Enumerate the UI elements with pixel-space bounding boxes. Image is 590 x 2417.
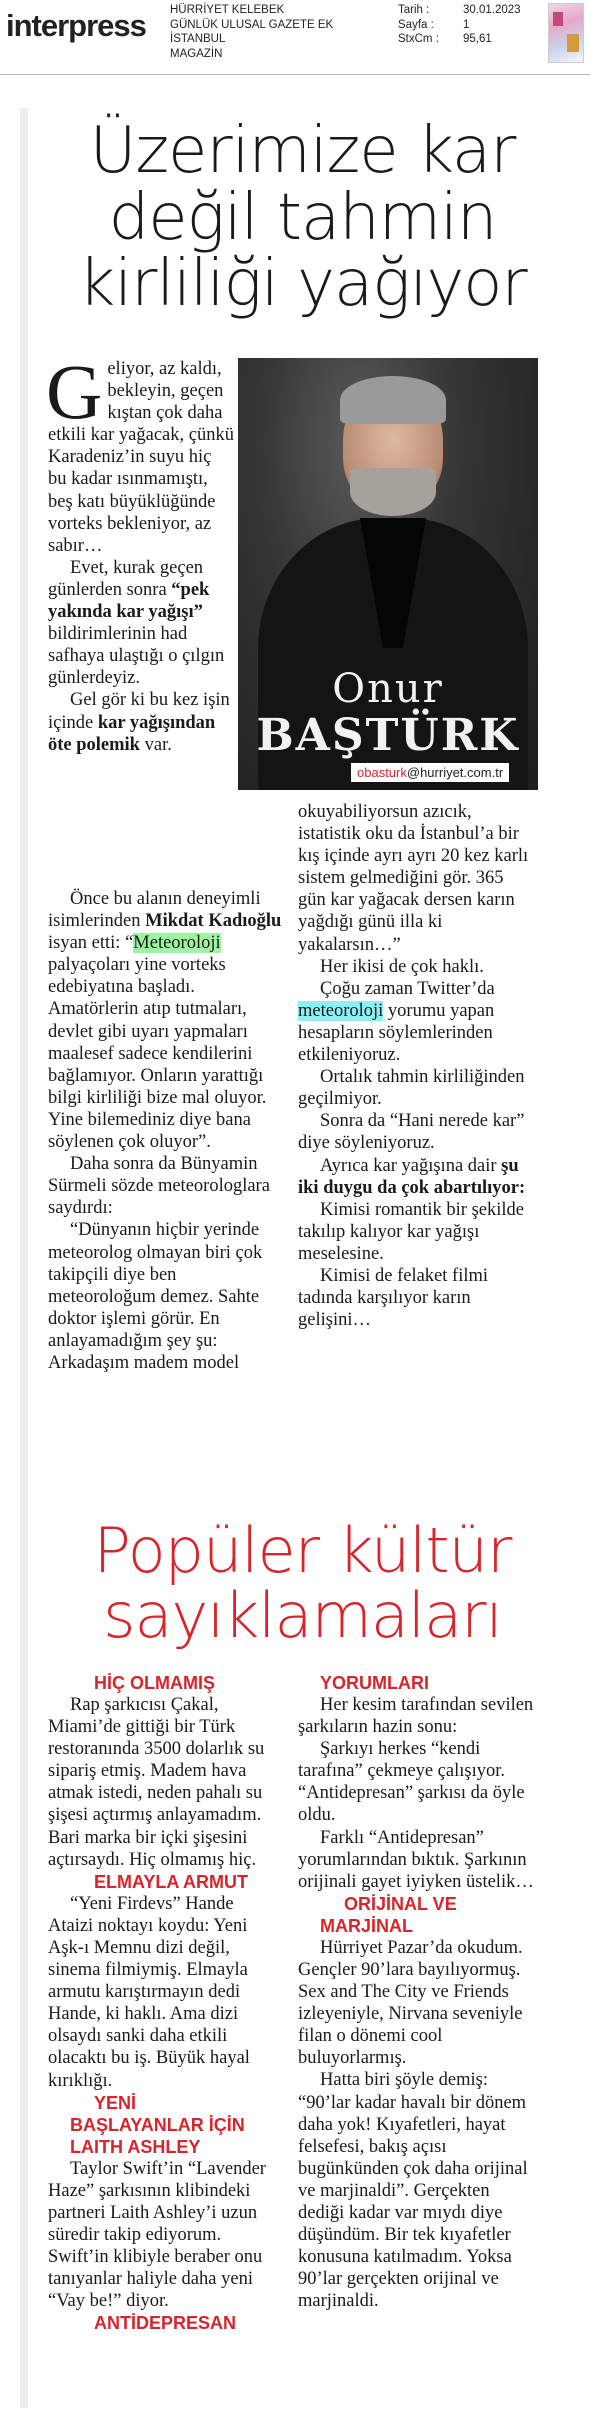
meta-page: Sayfa : 1: [398, 18, 470, 31]
article1-column-left-top: [46, 348, 234, 756]
section-title-antidepresan: ANTİDEPRESAN: [94, 2313, 237, 2334]
meta-stxcm: StxCm : 95,61: [398, 33, 492, 45]
highlight-keyword: Meteoroloji: [133, 933, 221, 954]
article2-paragraph: Rap şarkıcısı Çakal, Miami’de gittiği bir Türk restoranında 3500 dolarlık su sipariş etmiş. Madem hava atmak istedi, neden pahalı su şişesi açtırmış anlayamadım. Bari marka bir içki şişesini açtırsaydı. Hiç olmamış hiç.: [48, 1695, 265, 1870]
article1-headline: Üzerimize kar değil tahmin kirliliği yağıyor: [78, 114, 527, 322]
article1-paragraph: Her ikisi de çok haklı.: [320, 956, 484, 977]
section-title-laith-ashley: YENİ: [94, 2092, 137, 2113]
section-title-orijinal: ORİJİNAL VE: [344, 1893, 457, 1914]
article1-paragraph: Önce bu alanın deneyimli isimlerinden Mikdat Kadıoğlu isyan etti: “Meteoroloji palyaçoları yine vorteks edebiyatına başladı. Amatörlerin atıp tutmaları, devlet gibi uyarı yapmaları maalesef sadece kendilerini bağlamıyor. Onların yarattığı bilgi kirliliği bize mal oluyor. Yine bilemediniz diye bana söylenen çok oluyor”.: [48, 889, 282, 1153]
article2-paragraph: Farklı “Antidepresan” yorumlarından bıktık. Şarkının orijinali gayet iyiyken üstelik…: [298, 1827, 534, 1892]
publication-city: İSTANBUL: [170, 33, 226, 45]
article1-paragraph: Daha sonra da Bünyamin Sürmeli sözde meteorologlara saydırdı:: [48, 1154, 270, 1219]
article1-paragraph: Kimisi de felaket filmi tadında karşılıyor karın gelişini…: [298, 1265, 488, 1331]
clipping-header: [0, 0, 590, 74]
article2-paragraph: Taylor Swift’in “Lavender Haze” şarkısının klibindeki partneri Laith Ashley’i uzun süredir takip ediyorum. Swift’in klibiyle beraber onu tanıyanlar haliyle daha yeni “Vay be!” diyor.: [48, 2158, 266, 2312]
article1-paragraph: Çoğu zaman Twitter’da meteoroloji yorumu yapan hesapların söylemlerinden etkileniyoruz.: [298, 978, 495, 1066]
article2-headline: Popüler kültür sayıklamaları: [93, 1514, 512, 1653]
article1-column-left-bottom: [48, 888, 288, 1374]
page-margin-bar: [20, 108, 28, 2408]
article1-paragraph: “Dünyanın hiçbir yerinde meteorolog olmayan biri çok takipçili diye ben meteoroloğum demez. Sahte doktor işlemi görür. En anlayamadığım şey şu: Arkadaşım madem model: [48, 1220, 263, 1373]
publication-type: GÜNLÜK ULUSAL GAZETE EK: [170, 18, 334, 31]
publication-section: MAGAZİN: [170, 47, 223, 60]
publication-name: HÜRRİYET KELEBEK: [170, 4, 285, 16]
meta-date: Tarih : 30.01.2023: [398, 4, 521, 16]
highlight-keyword: meteoroloji: [298, 1000, 384, 1021]
page-thumbnail[interactable]: [548, 3, 584, 63]
article1-paragraph: Sonra da “Hani nerede kar” diye söyleniyoruz.: [298, 1111, 525, 1154]
article1-paragraph: Ayrıca kar yağışına dair şu iki duygu da çok abartılıyor:: [298, 1155, 526, 1198]
article1-paragraph: Gel gör ki bu kez işin içinde kar yağışından öte polemik var.: [48, 690, 230, 755]
author-photo: [238, 358, 538, 790]
header-divider: [0, 74, 590, 75]
article2-paragraph: Şarkıyı herkes “kendi tarafına” çekmeye çalışıyor. “Antidepresan” şarkısı da öyle oldu.: [298, 1739, 525, 1826]
article2-column-right: YORUMLARI Her kesim tarafından sevilen şarkıların hazin sonu: Şarkıyı herkes “kendi tarafına” çekmeye çalışıyor. “Antidepresan” şarkısı da öyle oldu. Farklı “Antidepresan” yorumlarından bıktık. Şarkının orijinali gayet iyiyken üstelik… ORİJİNAL VE MARJİNAL Hürriyet Pazar’da okudum. Gençler 90’lara bayılıyormuş. Sex and The City ve Friends izleyeniyle, Nirvana seveniyle filan o dönemi cool buluyorlarmış. Hatta biri şöyle demiş: “90’lar kadar havalı bir dönem daha yok! Kıyafetleri, hayat felsefesi, bakış açısı bugünkünden çok daha orijinal ve marjinaldi”. Gerçekten dediği kadar var mıydı diye düşündüm. Bir tek kıyafetler konusuna katılmadım. Yoksa 90’lar gerçekten orijinal ve marjinaldi.: [298, 1673, 534, 2312]
article2-paragraph: “Yeni Firdevs” Hande Ataizi noktayı koydu: Yeni Aşk-ı Memnu dizi değil, sinema filmiymiş. Elmayla armutu karıştırmayın dedi Hande, ki haklı. Ama dizi olsaydı sanki daha etkili olacaktı bu iş. Büyük hayal kırıklığı.: [48, 1893, 250, 2091]
article2-column-left: HİÇ OLMAMIŞ Rap şarkıcısı Çakal, Miami’de gittiği bir Türk restoranında 3500 dolarlık su sipariş etmiş. Madem hava atmak istedi, neden pahalı su şişesi açtırmış anlayamadım. Bari marka bir içki şişesini açtırsaydı. Hiç olmamış hiç. ELMAYLA ARMUT “Yeni Firdevs” Hande Ataizi noktayı koydu: Yeni Aşk-ı Memnu dizi değil, sinema filmiymiş. Elmayla armutu karıştırmayın dedi Hande, ki haklı. Ama dizi olsaydı sanki daha etkili olacaktı bu iş. Büyük hayal kırıklığı. YENİ BAŞLAYANLAR İÇİN LAITH ASHLEY Taylor Swift’in “Lavender Haze” şarkısının klibindeki partneri Laith Ashley’i uzun süredir takip ediyorum. Swift’in klibiyle beraber onu tanıyanlar haliyle daha yeni “Vay be!” diyor. ANTİDEPRESAN: [48, 1672, 280, 2334]
article1-paragraph: Ortalık tahmin kirliliğinden geçilmiyor.: [298, 1067, 525, 1110]
article1-paragraph: Evet, kurak geçen günlerden sonra “pek yakında kar yağışı” bildirimlerinin had safhaya ulaştığı o çılgın günlerdeyiz.: [48, 557, 225, 689]
section-title-elmayla-armut: ELMAYLA ARMUT: [94, 1871, 248, 1892]
publication-info: [170, 3, 333, 61]
article2-paragraph: Hürriyet Pazar’da okudum. Gençler 90’lara bayılıyormuş. Sex and The City ve Friends izleyeniyle, Nirvana seveniyle filan o dönemi cool buluyorlarmış.: [298, 1937, 523, 2069]
article1-paragraph: okuyabiliyorsun azıcık, istatistik oku da İstanbul’a bir kış içinde ayrı ayrı 20 kez karlı sistem gelmediğini gör. 365 gün kar yağacak dersen karın yağdığı günü illa ki yakalarsın…”: [298, 802, 529, 955]
article2-paragraph: Hatta biri şöyle demiş: “90’lar kadar havalı bir dönem daha yok! Kıyafetleri, hayat felsefesi, bakış açısı bugünkünden çok daha orijinal ve marjinaldi”. Gerçekten dediği kadar var mıydı diye düşündüm. Bir tek kıyafetler konusuna katılmadım. Yoksa 90’lar gerçekten orijinal ve marjinaldi.: [298, 2070, 528, 2312]
article1-column-right: [298, 801, 534, 1331]
drop-cap: G: [46, 348, 103, 435]
clipping-meta: [398, 3, 521, 47]
section-title-antidepresan-cont: YORUMLARI: [320, 1673, 429, 1693]
author-email[interactable]: obasturk@hurriyet.com.tr: [351, 763, 509, 782]
section-title-hic-olmamis: HİÇ OLMAMIŞ: [94, 1673, 215, 1693]
article1-paragraph: Kimisi romantik bir şekilde takılıp kalıyor kar yağışı meselesine.: [298, 1199, 524, 1264]
interpress-logo: interpress: [6, 8, 146, 43]
article2-paragraph: Her kesim tarafından sevilen şarkıların hazin sonu:: [298, 1695, 534, 1738]
article1-paragraph: Geliyor, az kaldı, bekleyin, geçen kıştan çok daha etkili kar yağacak, çünkü Karadeniz’in suyu hiç bu kadar ısınmamıştı, beş katı büyüklüğünde vorteks bekleniyor, az sabır…: [46, 348, 234, 556]
author-first-name: Onur: [332, 666, 444, 712]
author-last-name: BAŞTÜRK: [256, 710, 520, 761]
